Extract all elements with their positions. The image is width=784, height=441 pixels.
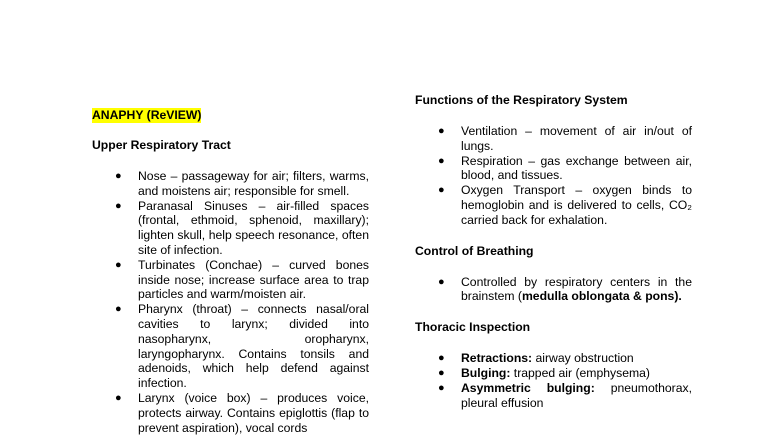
section-heading-thoracic-inspection: Thoracic Inspection xyxy=(415,320,531,335)
list-item: ● Retractions: airway obstruction xyxy=(438,351,634,366)
right-column xyxy=(415,93,692,426)
bullet-icon: ● xyxy=(115,303,122,316)
left-column xyxy=(92,108,369,435)
section-heading-control-of-breathing: Control of Breathing xyxy=(415,243,534,258)
bullet-icon: ● xyxy=(438,125,445,137)
list-item: ● Paranasal Sinuses – air-filled spaces (frontal, ethmoid, sphenoid, maxillary); lighten skull, help speech resonance, often site of infection. xyxy=(115,198,369,257)
list-item: ● Asymmetric bulging: pneumothorax, pleural effusion xyxy=(438,380,692,410)
document-title: ANAPHY (ReVIEW) xyxy=(92,108,202,122)
bullet-icon: ● xyxy=(115,258,122,271)
list-item: ● Turbinates (Conchae) – curved bones inside nose; increase surface area to trap particles and warm/moisten air. xyxy=(115,257,369,302)
list-item: ● Oxygen Transport – oxygen binds to hemoglobin and is delivered to cells, CO₂ carried back for exhalation. xyxy=(438,183,692,227)
thoracic-inspection-list xyxy=(415,351,692,410)
section-heading-functions: Functions of the Respiratory System xyxy=(415,93,628,107)
bullet-icon: ● xyxy=(438,184,445,197)
bullet-icon: ● xyxy=(115,391,122,404)
upper-respiratory-list xyxy=(92,169,369,435)
list-item: ● Larynx (voice box) – produces voice, protects airway. Contains epiglottis (flap to prevent aspiration), vocal cords xyxy=(115,390,369,435)
section-heading-upper-respiratory: Upper Respiratory Tract xyxy=(92,138,231,152)
bullet-icon: ● xyxy=(438,275,445,288)
list-item: ● Controlled by respiratory centers in the brainstem (medulla oblongata & pons). xyxy=(438,274,692,304)
bullet-icon: ● xyxy=(438,381,445,394)
list-item: ● Bulging: trapped air (emphysema) xyxy=(438,365,650,380)
bullet-icon: ● xyxy=(115,170,122,182)
list-item: ● Ventilation – movement of air in/out of lungs. xyxy=(438,124,692,153)
list-item: ● Nose – passageway for air; filters, warms, and moistens air; responsible for smell. xyxy=(115,169,369,198)
list-item: ● Respiration – gas exchange between air, blood, and tissues. xyxy=(438,153,692,183)
control-of-breathing-list xyxy=(415,275,692,305)
list-item: ● Pharynx (throat) – connects nasal/oral cavities to larynx; divided into nasopharynx, oropharynx, laryngopharynx. Contains tonsils and adenoids, which help defend against infection. xyxy=(115,302,369,391)
functions-list xyxy=(415,124,692,228)
bullet-icon: ● xyxy=(115,199,122,212)
bullet-icon: ● xyxy=(438,352,445,365)
bullet-icon: ● xyxy=(438,154,445,167)
bullet-icon: ● xyxy=(438,366,445,379)
